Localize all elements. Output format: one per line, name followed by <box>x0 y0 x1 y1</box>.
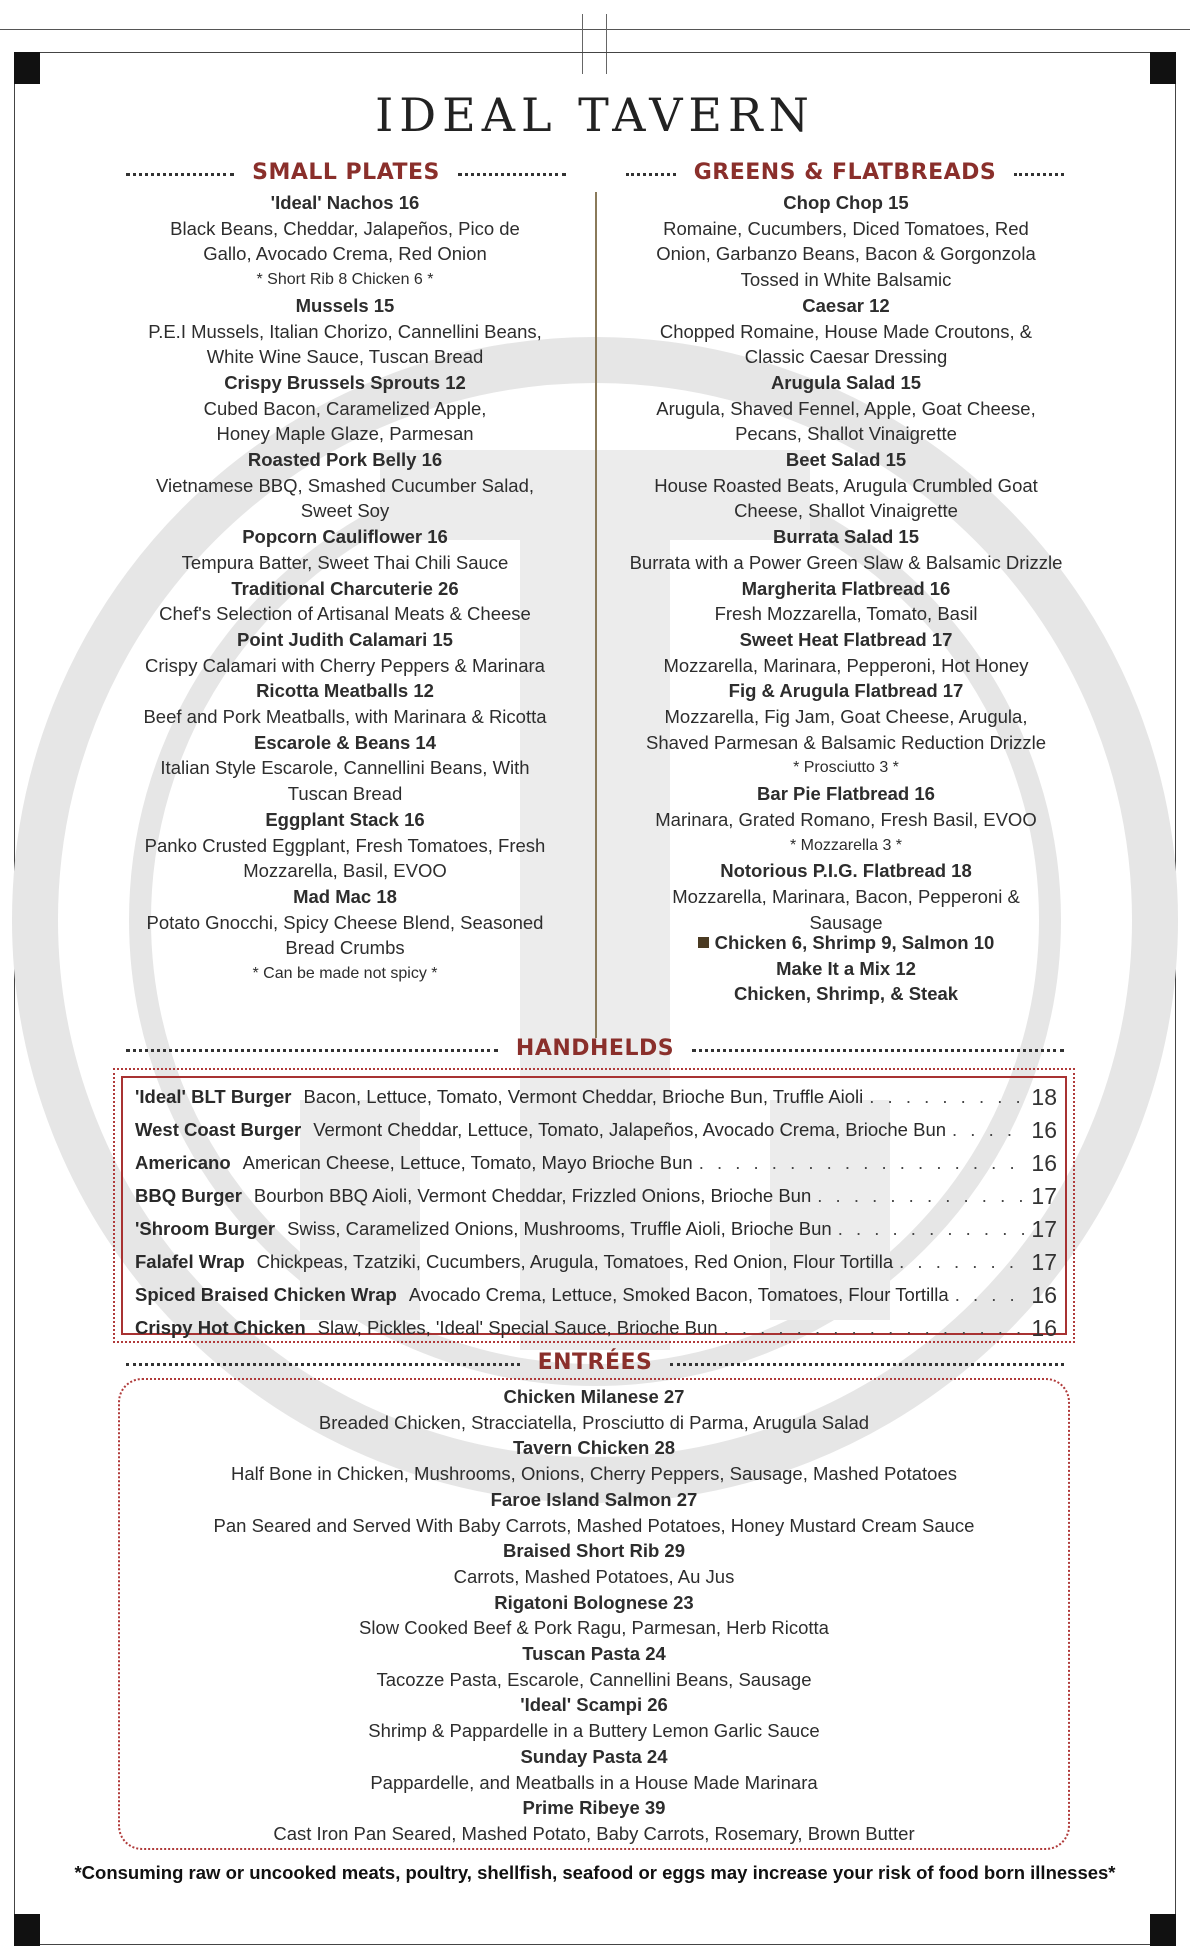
item-name: Eggplant Stack 16 <box>265 808 425 830</box>
greens-list <box>612 190 1080 935</box>
menu-item <box>120 678 570 729</box>
item-note: * Short Rib 8 Chicken 6 * <box>256 271 434 289</box>
entree-name: Faroe Island Salmon 27 <box>490 1488 698 1510</box>
handheld-row <box>135 1213 1057 1245</box>
menu-item <box>120 576 570 627</box>
dotted-rule <box>126 1363 520 1366</box>
item-name: Fig & Arugula Flatbread 17 <box>728 680 964 702</box>
item-name: Mad Mac 18 <box>293 885 397 907</box>
menu-item <box>120 627 570 678</box>
item-name: Point Judith Calamari 15 <box>237 628 453 650</box>
item-description-line: Mozzarella, Marinara, Bacon, Pepperoni & <box>672 885 1020 907</box>
item-description-line: Onion, Garbanzo Beans, Bacon & Gorgonzola <box>656 243 1036 265</box>
handheld-description: Vermont Cheddar, Lettuce, Tomato, Jalapeños, Avocado Crema, Brioche Bun <box>313 1119 947 1140</box>
item-description-line: Beef and Pork Meatballs, with Marinara & Ricotta <box>143 706 547 728</box>
dot-leader <box>899 1251 1025 1273</box>
handhelds-box <box>113 1068 1075 1343</box>
entree-description: Slow Cooked Beef & Pork Ragu, Parmesan, Herb Ricotta <box>359 1617 829 1639</box>
item-name: Ricotta Meatballs 12 <box>256 680 434 702</box>
handheld-price: 16 <box>1031 1149 1057 1176</box>
item-description-line: Marinara, Grated Romano, Fresh Basil, EVOO <box>655 808 1037 830</box>
entree-description: Half Bone in Chicken, Mushrooms, Onions, Cherry Peppers, Sausage, Mashed Potatoes <box>231 1463 957 1485</box>
dot-leader <box>955 1284 1026 1306</box>
handheld-price: 17 <box>1031 1248 1057 1275</box>
item-description-line: Cubed Bacon, Caramelized Apple, <box>203 397 487 419</box>
handheld-price: 17 <box>1031 1215 1057 1242</box>
item-name: Arugula Salad 15 <box>770 371 922 393</box>
entree-item <box>118 1795 1070 1846</box>
handheld-name: 'Shroom Burger <box>135 1218 276 1239</box>
section-title-greens: GREENS & FLATBREADS <box>693 160 997 185</box>
handheld-price: 16 <box>1031 1314 1057 1341</box>
menu-item <box>120 447 570 524</box>
greens-header <box>626 160 1064 185</box>
entrees-list <box>118 1384 1070 1847</box>
item-name: Roasted Pork Belly 16 <box>247 449 443 471</box>
handheld-name: Spiced Braised Chicken Wrap <box>135 1284 397 1305</box>
corner-top-left <box>14 52 40 84</box>
item-name: 'Ideal' Nachos 16 <box>270 192 420 213</box>
handheld-description: Bacon, Lettuce, Tomato, Vermont Cheddar, Brioche Bun, Truffle Aioli <box>303 1086 864 1107</box>
item-description-line: Fresh Mozzarella, Tomato, Basil <box>714 603 978 625</box>
mix-name: Make It a Mix 12 <box>776 957 916 979</box>
item-note: * Can be made not spicy * <box>252 965 438 983</box>
menu-item <box>120 730 570 807</box>
item-description-line: House Roasted Beats, Arugula Crumbled Goat <box>654 474 1038 496</box>
entree-item <box>118 1692 1070 1743</box>
restaurant-title: IDEAL TAVERN <box>375 88 815 142</box>
entree-name: Tavern Chicken 28 <box>512 1437 676 1459</box>
item-description-line: Tossed in White Balsamic <box>740 269 952 291</box>
item-description-line: Vietnamese BBQ, Smashed Cucumber Salad, <box>155 474 535 496</box>
item-description-line: Burrata with a Power Green Slaw & Balsamic Drizzle <box>629 551 1063 573</box>
top-rule <box>0 29 1190 30</box>
addons-text: Chicken 6, Shrimp 9, Salmon 10 <box>714 932 995 953</box>
column-divider <box>595 192 597 1038</box>
item-name: Caesar 12 <box>802 294 890 316</box>
item-name: Mussels 15 <box>295 294 395 316</box>
item-description-line: Gallo, Avocado Crema, Red Onion <box>203 243 487 265</box>
menu-item <box>120 884 570 987</box>
item-description-line: Chef's Selection of Artisanal Meats & Cheese <box>159 603 531 625</box>
entree-item <box>118 1487 1070 1538</box>
handheld-name: BBQ Burger <box>135 1185 242 1206</box>
item-description-line: Black Beans, Cheddar, Jalapeños, Pico de <box>170 217 520 239</box>
mix-description: Chicken, Shrimp, & Steak <box>733 983 959 1005</box>
item-description-line: Pecans, Shallot Vinaigrette <box>735 423 957 445</box>
corner-bottom-right <box>1150 1914 1176 1946</box>
item-name: Escarole & Beans 14 <box>253 731 437 753</box>
menu-item <box>120 190 570 293</box>
item-name: Beet Salad 15 <box>785 449 907 471</box>
menu-item <box>612 190 1080 293</box>
item-description-line: P.E.I Mussels, Italian Chorizo, Cannellini Beans, <box>148 320 542 342</box>
menu-item <box>120 524 570 575</box>
menu-item <box>612 370 1080 447</box>
item-description-line: Chopped Romaine, House Made Croutons, & <box>659 320 1033 342</box>
handheld-row <box>135 1246 1057 1278</box>
greens-extras <box>612 930 1080 1007</box>
item-name: Traditional Charcuterie 26 <box>231 577 459 599</box>
menu-item <box>120 370 570 447</box>
entree-description: Carrots, Mashed Potatoes, Au Jus <box>453 1565 735 1587</box>
item-note: * Mozzarella 3 * <box>789 836 903 854</box>
handheld-price: 16 <box>1031 1116 1057 1143</box>
entree-item <box>118 1641 1070 1692</box>
handheld-description: American Cheese, Lettuce, Tomato, Mayo Brioche Bun <box>242 1152 693 1173</box>
health-disclaimer: *Consuming raw or uncooked meats, poultry, shellfish, seafood or eggs may increase your risk of food born illnesses* <box>74 1862 1116 1883</box>
entree-description: Cast Iron Pan Seared, Mashed Potato, Baby Carrots, Rosemary, Brown Butter <box>273 1822 915 1844</box>
entree-description: Pan Seared and Served With Baby Carrots, Mashed Potatoes, Honey Mustard Cream Sauce <box>213 1514 975 1536</box>
corner-top-right <box>1150 52 1176 84</box>
dotted-rule <box>692 1049 1064 1052</box>
dotted-rule <box>1014 173 1064 176</box>
entree-name: 'Ideal' Scampi 26 <box>520 1694 668 1716</box>
addons-line <box>612 930 1080 956</box>
item-description-line: Sausage <box>809 911 883 933</box>
dot-leader <box>869 1086 1025 1108</box>
item-description-line: Classic Caesar Dressing <box>744 346 948 368</box>
item-description-line: White Wine Sauce, Tuscan Bread <box>206 346 484 368</box>
handheld-description: Slaw, Pickles, 'Ideal' Special Sauce, Brioche Bun <box>317 1317 718 1338</box>
handheld-description: Swiss, Caramelized Onions, Mushrooms, Truffle Aioli, Brioche Bun <box>287 1218 832 1239</box>
menu-item <box>612 447 1080 524</box>
entree-item <box>118 1744 1070 1795</box>
menu-item <box>612 678 1080 781</box>
entree-description: Breaded Chicken, Stracciatella, Prosciutto di Parma, Arugula Salad <box>318 1411 870 1433</box>
handheld-row <box>135 1081 1057 1113</box>
entree-item <box>118 1435 1070 1486</box>
handhelds-list <box>121 1076 1067 1341</box>
entree-name: Tuscan Pasta 24 <box>522 1643 666 1665</box>
item-description-line: Romaine, Cucumbers, Diced Tomatoes, Red <box>663 217 1029 239</box>
handheld-name: Americano <box>135 1152 231 1173</box>
handheld-row <box>135 1279 1057 1311</box>
square-bullet-icon <box>698 937 709 948</box>
item-description-line: Mozzarella, Marinara, Pepperoni, Hot Honey <box>663 654 1029 676</box>
handhelds-header <box>126 1036 1064 1061</box>
dotted-rule <box>126 173 234 176</box>
handheld-name: West Coast Burger <box>135 1119 302 1140</box>
item-description-line: Honey Maple Glaze, Parmesan <box>216 423 474 445</box>
item-description-line: Tempura Batter, Sweet Thai Chili Sauce <box>181 551 509 573</box>
dot-leader <box>724 1317 1026 1339</box>
entree-description: Tacozze Pasta, Escarole, Cannellini Beans, Sausage <box>376 1668 812 1690</box>
dotted-rule <box>458 173 566 176</box>
item-name: Sweet Heat Flatbread 17 <box>739 628 953 650</box>
item-name: Margherita Flatbread 16 <box>741 577 951 599</box>
dot-leader <box>699 1152 1026 1174</box>
corner-bottom-left <box>14 1914 40 1946</box>
dotted-rule <box>670 1363 1064 1366</box>
section-title-small-plates: SMALL PLATES <box>252 160 440 185</box>
handheld-row <box>135 1147 1057 1179</box>
dot-leader <box>817 1185 1025 1207</box>
menu-item <box>612 576 1080 627</box>
entree-name: Sunday Pasta 24 <box>520 1745 668 1767</box>
item-name: Crispy Brussels Sprouts 12 <box>224 371 466 393</box>
menu-item <box>612 858 1080 935</box>
entree-name: Chicken Milanese 27 <box>503 1386 685 1407</box>
small-plates-header <box>126 160 566 185</box>
item-description-line: Cheese, Shallot Vinaigrette <box>734 500 958 522</box>
item-description-line: Potato Gnocchi, Spicy Cheese Blend, Seasoned <box>146 911 544 933</box>
item-description-line: Sweet Soy <box>300 500 390 522</box>
dotted-rule <box>126 1049 498 1052</box>
entree-description: Shrimp & Pappardelle in a Buttery Lemon Garlic Sauce <box>368 1720 820 1742</box>
menu-item <box>612 293 1080 370</box>
dotted-rule <box>626 173 676 176</box>
menu-item <box>120 807 570 884</box>
item-name: Burrata Salad 15 <box>772 526 919 548</box>
handheld-row <box>135 1114 1057 1146</box>
item-description-line: Tuscan Bread <box>287 783 403 805</box>
handheld-description: Avocado Crema, Lettuce, Smoked Bacon, Tomatoes, Flour Tortilla <box>408 1284 949 1305</box>
item-name: Chop Chop 15 <box>783 192 909 213</box>
entrees-header <box>126 1350 1064 1375</box>
handheld-price: 16 <box>1031 1281 1057 1308</box>
handheld-price: 17 <box>1031 1182 1057 1209</box>
handheld-price: 18 <box>1031 1083 1057 1110</box>
section-title-handhelds: HANDHELDS <box>515 1036 675 1061</box>
entree-name: Prime Ribeye 39 <box>522 1797 666 1819</box>
entree-name: Braised Short Rib 29 <box>503 1540 685 1562</box>
handheld-description: Bourbon BBQ Aioli, Vermont Cheddar, Frizzled Onions, Brioche Bun <box>253 1185 812 1206</box>
handheld-name: Falafel Wrap <box>135 1251 245 1272</box>
item-name: Notorious P.I.G. Flatbread 18 <box>720 860 972 882</box>
handheld-row <box>135 1180 1057 1212</box>
entree-item <box>118 1590 1070 1641</box>
entree-item <box>118 1538 1070 1589</box>
item-description-line: Crispy Calamari with Cherry Peppers & Marinara <box>145 654 545 676</box>
item-note: * Prosciutto 3 * <box>793 759 899 777</box>
menu-item <box>120 293 570 370</box>
handheld-name: Crispy Hot Chicken <box>135 1317 306 1338</box>
item-description-line: Mozzarella, Basil, EVOO <box>243 860 447 882</box>
item-name: Bar Pie Flatbread 16 <box>757 783 935 805</box>
menu-item <box>612 524 1080 575</box>
entree-item <box>118 1384 1070 1435</box>
item-description-line: Italian Style Escarole, Cannellini Beans, With <box>160 757 530 779</box>
entree-description: Pappardelle, and Meatballs in a House Made Marinara <box>370 1771 818 1793</box>
handheld-name: 'Ideal' BLT Burger <box>135 1086 292 1107</box>
item-description-line: Mozzarella, Fig Jam, Goat Cheese, Arugula, <box>664 706 1028 728</box>
dot-leader <box>838 1218 1026 1240</box>
item-description-line: Shaved Parmesan & Balsamic Reduction Drizzle <box>646 731 1046 753</box>
menu-item <box>612 781 1080 858</box>
item-name: Popcorn Cauliflower 16 <box>242 526 448 548</box>
entree-name: Rigatoni Bolognese 23 <box>494 1591 694 1613</box>
handheld-row <box>135 1312 1057 1344</box>
item-description-line: Bread Crumbs <box>285 937 405 959</box>
section-title-entrees: ENTRÉES <box>537 1350 653 1375</box>
small-plates-list <box>120 190 570 987</box>
item-description-line: Arugula, Shaved Fennel, Apple, Goat Cheese, <box>656 397 1036 419</box>
handheld-description: Chickpeas, Tzatziki, Cucumbers, Arugula, Tomatoes, Red Onion, Flour Tortilla <box>256 1251 894 1272</box>
dot-leader <box>952 1119 1025 1141</box>
menu-item <box>612 627 1080 678</box>
item-description-line: Panko Crusted Eggplant, Fresh Tomatoes, Fresh <box>144 834 546 856</box>
